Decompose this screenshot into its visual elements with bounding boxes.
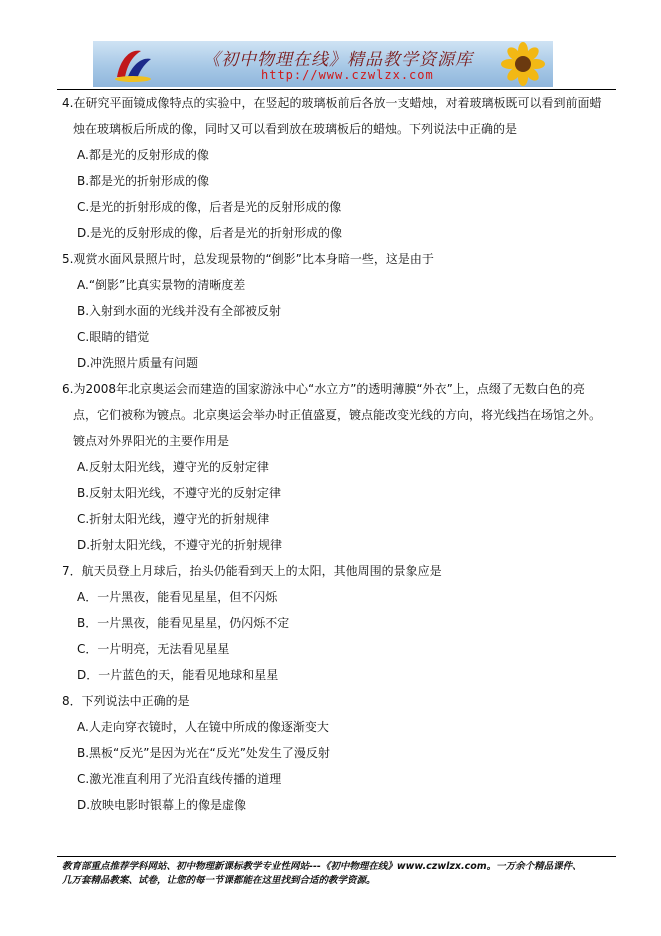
- option-d: D.放映电影时银幕上的像是虚像: [77, 798, 247, 812]
- option-a: A.都是光的反射形成的像: [77, 148, 209, 162]
- question-list: [62, 94, 618, 822]
- option-c: C.折射太阳光线，遵守光的折射规律: [77, 512, 270, 526]
- question-text: 5.观赏水面风景照片时，总发现景物的“倒影”比本身暗一些，这是由于: [62, 252, 434, 266]
- option-b: B.入射到水面的光线并没有全部被反射: [77, 304, 282, 318]
- question-text: 6.为2008年北京奥运会而建造的国家游泳中心“水立方”的透明薄膜“外衣”上，点缀了无数白色的亮: [62, 382, 585, 396]
- option-a: A．一片黑夜，能看见星星，但不闪烁: [77, 590, 278, 604]
- option-d: D.是光的反射形成的像，后者是光的折射形成的像: [77, 226, 343, 240]
- option-d: D.冲洗照片质量有问题: [77, 356, 199, 370]
- question-text: 4.在研究平面镜成像特点的实验中，在竖起的玻璃板前后各放一支蜡烛，对着玻璃板既可以看到前面蜡: [62, 96, 602, 110]
- option-c: C．一片明亮，无法看见星星: [77, 642, 230, 656]
- page-footer: [62, 860, 622, 888]
- question-text: 8．下列说法中正确的是: [62, 694, 190, 708]
- option-d: D.折射太阳光线，不遵守光的折射规律: [77, 538, 283, 552]
- footer-line: 几万套精品教案、试卷，让您的每一节课都能在这里找到合适的教学资源。: [62, 875, 376, 886]
- option-a: A.人走向穿衣镜时，人在镜中所成的像逐渐变大: [77, 720, 329, 734]
- sunflower-icon: [489, 41, 549, 87]
- question-text: 7．航天员登上月球后，抬头仍能看到天上的太阳，其他周围的景象应是: [62, 564, 442, 578]
- footer-divider: [57, 856, 616, 857]
- banner-title: 《初中物理在线》精品教学资源库: [203, 50, 473, 70]
- option-b: B．一片黑夜，能看见星星，仍闪烁不定: [77, 616, 290, 630]
- question-4: [62, 94, 618, 242]
- option-c: C.是光的折射形成的像，后者是光的反射形成的像: [77, 200, 342, 214]
- question-8: [62, 692, 618, 814]
- question-6: [62, 380, 618, 554]
- option-b: B.反射太阳光线，不遵守光的反射定律: [77, 486, 282, 500]
- banner-url[interactable]: http://www.czwlzx.com: [261, 68, 434, 82]
- footer-line: 教育部重点推荐学科网站、初中物理新课标教学专业性网站---《初中物理在线》www.czwlzx.com。一万余个精品课件、: [62, 861, 582, 872]
- option-c: C.眼睛的错觉: [77, 330, 150, 344]
- option-a: A.“倒影”比真实景物的清晰度差: [77, 278, 246, 292]
- header-banner: [93, 41, 553, 87]
- question-5: [62, 250, 618, 372]
- option-c: C.激光准直利用了光沿直线传播的道理: [77, 772, 282, 786]
- question-text: 镀点对外界阳光的主要作用是: [73, 434, 230, 448]
- header-divider: [57, 89, 616, 90]
- option-b: B.黑板“反光”是因为光在“反光”处发生了漫反射: [77, 746, 330, 760]
- option-a: A.反射太阳光线，遵守光的反射定律: [77, 460, 269, 474]
- site-logo-icon: [111, 45, 155, 83]
- question-7: [62, 562, 618, 684]
- question-text: 点，它们被称为镀点。北京奥运会举办时正值盛夏，镀点能改变光线的方向，将光线挡在场馆之外。: [73, 408, 602, 422]
- option-b: B.都是光的折射形成的像: [77, 174, 210, 188]
- question-text: 烛在玻璃板后所成的像，同时又可以看到放在玻璃板后的蜡烛。下列说法中正确的是: [73, 122, 518, 136]
- option-d: D．一片蓝色的天，能看见地球和星星: [77, 668, 279, 682]
